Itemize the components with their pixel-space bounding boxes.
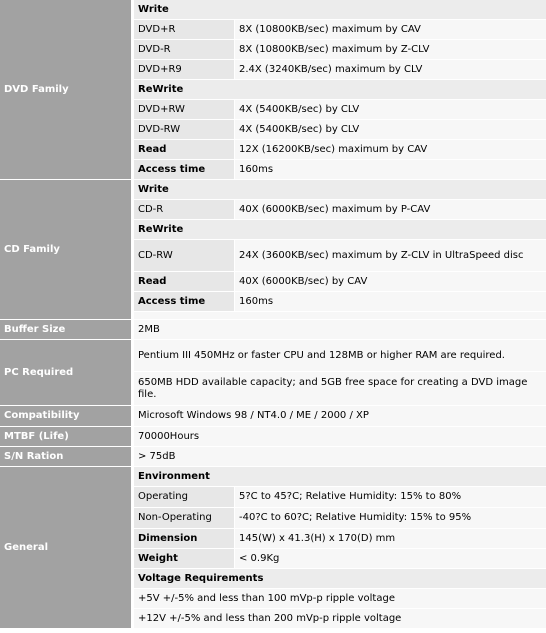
table-row (0, 340, 546, 372)
subheading-write: Write (134, 0, 546, 20)
subheading-environment: Environment (134, 467, 546, 487)
row-label: CD-RW (134, 240, 235, 272)
row-label: Operating (134, 487, 235, 508)
row-label: Weight (134, 549, 235, 569)
table-row (0, 406, 546, 427)
row-label: Read (134, 272, 235, 292)
category-sn-ration: S/N Ration (0, 447, 134, 467)
row-value: 650MB HDD available capacity; and 5GB free space for creating a DVD image file. (134, 372, 546, 406)
row-label: Read (134, 140, 235, 160)
row-value: 4X (5400KB/sec) by CLV (235, 100, 546, 120)
row-value: 8X (10800KB/sec) maximum by Z-CLV (235, 40, 546, 60)
row-value: 24X (3600KB/sec) maximum by Z-CLV in UltraSpeed disc (235, 240, 546, 272)
category-compatibility: Compatibility (0, 406, 134, 427)
category-dvd-family: DVD Family (0, 0, 134, 180)
row-label: DVD+R9 (134, 60, 235, 80)
row-value: 8X (10800KB/sec) maximum by CAV (235, 20, 546, 40)
row-value: 5?C to 45?C; Relative Humidity: 15% to 80% (235, 487, 546, 508)
row-label: Dimension (134, 529, 235, 549)
row-value: +5V +/-5% and less than 100 mVp-p ripple voltage (134, 589, 546, 609)
row-value: Pentium III 450MHz or faster CPU and 128MB or higher RAM are required. (134, 340, 546, 372)
subheading-write: Write (134, 180, 546, 200)
table-row (0, 180, 546, 200)
row-value: < 0.9Kg (235, 549, 546, 569)
table-row (0, 0, 546, 20)
category-general: General (0, 467, 134, 629)
row-value: 160ms (235, 292, 546, 312)
row-value: 70000Hours (134, 427, 546, 447)
category-cd-family: CD Family (0, 180, 134, 320)
row-value: 12X (16200KB/sec) maximum by CAV (235, 140, 546, 160)
row-value: 2MB (134, 320, 546, 340)
category-buffer-size: Buffer Size (0, 320, 134, 340)
row-value: -40?C to 60?C; Relative Humidity: 15% to 95% (235, 508, 546, 529)
row-label: Non-Operating (134, 508, 235, 529)
row-label: Access time (134, 292, 235, 312)
table-row (0, 447, 546, 467)
row-value: 40X (6000KB/sec) by CAV (235, 272, 546, 292)
table-row (0, 467, 546, 487)
spacer-cell (134, 312, 546, 320)
row-value: 2.4X (3240KB/sec) maximum by CLV (235, 60, 546, 80)
subheading-voltage: Voltage Requirements (134, 569, 546, 589)
row-value: 145(W) x 41.3(H) x 170(D) mm (235, 529, 546, 549)
table-row (0, 320, 546, 340)
row-label: DVD+RW (134, 100, 235, 120)
row-value: 4X (5400KB/sec) by CLV (235, 120, 546, 140)
row-label: DVD+R (134, 20, 235, 40)
row-value: +12V +/-5% and less than 200 mVp-p ripple voltage (134, 609, 546, 629)
row-value: Microsoft Windows 98 / NT4.0 / ME / 2000 / XP (134, 406, 546, 427)
row-label: CD-R (134, 200, 235, 220)
row-value: 160ms (235, 160, 546, 180)
table-row (0, 427, 546, 447)
row-label: DVD-R (134, 40, 235, 60)
subheading-rewrite: ReWrite (134, 220, 546, 240)
subheading-rewrite: ReWrite (134, 80, 546, 100)
category-pc-required: PC Required (0, 340, 134, 406)
row-value: > 75dB (134, 447, 546, 467)
category-mtbf: MTBF (Life) (0, 427, 134, 447)
row-label: DVD-RW (134, 120, 235, 140)
row-value: 40X (6000KB/sec) maximum by P-CAV (235, 200, 546, 220)
row-label: Access time (134, 160, 235, 180)
